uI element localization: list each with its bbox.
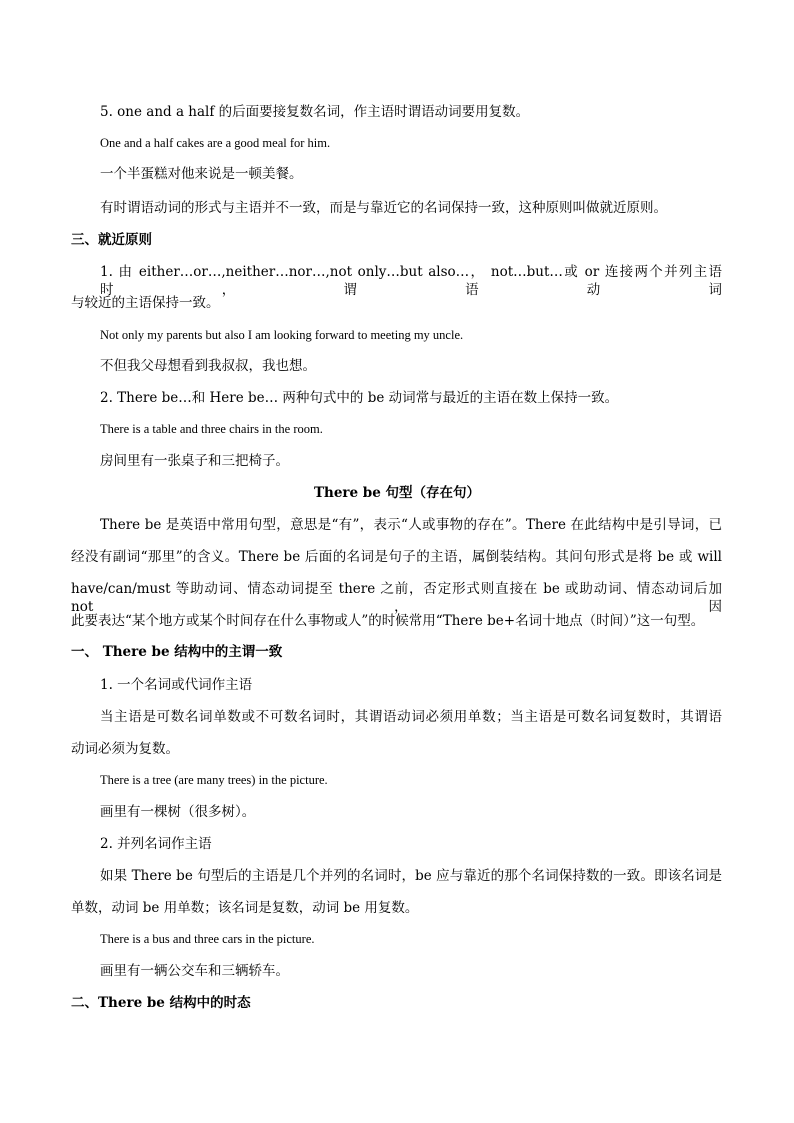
rule-2-explanation-continued: 单数，动词 be 用单数；该名词是复数，动词 be 用复数。 bbox=[71, 900, 419, 916]
there-be-paragraph-line-4: 此要表达“某个地方或某个时间存在什么事物或人”的时候常用“There be+名词十地点（时间）”这一句型。 bbox=[71, 613, 705, 629]
rule-2-compound-subject: 2. 并列名词作主语 bbox=[100, 836, 212, 852]
example-sentence: There is a table and three chairs in the room. bbox=[100, 422, 323, 436]
example-translation: 画里有一辆公交车和三辆轿车。 bbox=[100, 963, 289, 979]
section-title-there-be: There be 句型（存在句） bbox=[313, 485, 481, 501]
rule-5-one-and-a-half: 5. one and a half 的后面要接复数名词，作主语时谓语动词要用复数。 bbox=[100, 104, 530, 120]
subsection-heading-agreement: 一、 There be 结构中的主谓一致 bbox=[71, 644, 283, 660]
section-heading-proximity: 三、就近原则 bbox=[71, 232, 152, 248]
example-translation: 画里有一棵树（很多树）。 bbox=[100, 804, 256, 820]
rule-2-explanation: 如果 There be 句型后的主语是几个并列的名词时，be 应与靠近的那个名词保持数的一致。即该名词是 bbox=[100, 868, 722, 884]
example-sentence: Not only my parents but also I am looking forward to meeting my uncle. bbox=[100, 328, 464, 342]
there-be-paragraph-line-1: There be 是英语中常用句型，意思是“有”，表示“人或事物的存在”。There 在此结构中是引导词，已 bbox=[100, 517, 722, 533]
example-sentence: One and a half cakes are a good meal for him. bbox=[100, 136, 331, 150]
rule-1-explanation: 当主语是可数名词单数或不可数名词时，其谓语动词必须用单数；当主语是可数名词复数时，其谓语 bbox=[100, 709, 722, 725]
example-sentence: There is a bus and three cars in the picture. bbox=[100, 932, 315, 946]
rule-1-continued: 与较近的主语保持一致。 bbox=[71, 295, 220, 311]
there-be-paragraph-line-3: have/can/must 等助动词、情态动词提至 there 之前，否定形式则直接在 be 或助动词、情态动词后加 not，因 bbox=[71, 581, 722, 615]
there-be-paragraph-line-2: 经没有副词“那里”的含义。There be 后面的名词是句子的主语，属倒装结构。其问句形式是将 be 或 will bbox=[71, 549, 722, 565]
proximity-intro: 有时谓语动词的形式与主语并不一致，而是与靠近它的名词保持一致，这种原则叫做就近原则。 bbox=[100, 200, 667, 216]
example-translation: 房间里有一张桌子和三把椅子。 bbox=[100, 453, 289, 469]
example-sentence: There is a tree (are many trees) in the picture. bbox=[100, 773, 328, 787]
rule-1-explanation-continued: 动词必须为复数。 bbox=[71, 741, 179, 757]
rule-1-single-subject: 1. 一个名词或代词作主语 bbox=[100, 677, 253, 693]
rule-2-there-here-be: 2. There be…和 Here be… 两种句式中的 be 动词常与最近的主语在数上保持一致。 bbox=[100, 390, 619, 406]
rule-1-correlatives: 1. 由 either…or…,neither…nor…,not only…but also…， not…but…或 or 连接两个并列主语时，谓语动词 bbox=[100, 264, 722, 298]
subsection-heading-tense: 二、There be 结构中的时态 bbox=[71, 995, 251, 1011]
example-translation: 不但我父母想看到我叔叔，我也想。 bbox=[100, 358, 316, 374]
example-translation: 一个半蛋糕对他来说是一顿美餐。 bbox=[100, 166, 303, 182]
